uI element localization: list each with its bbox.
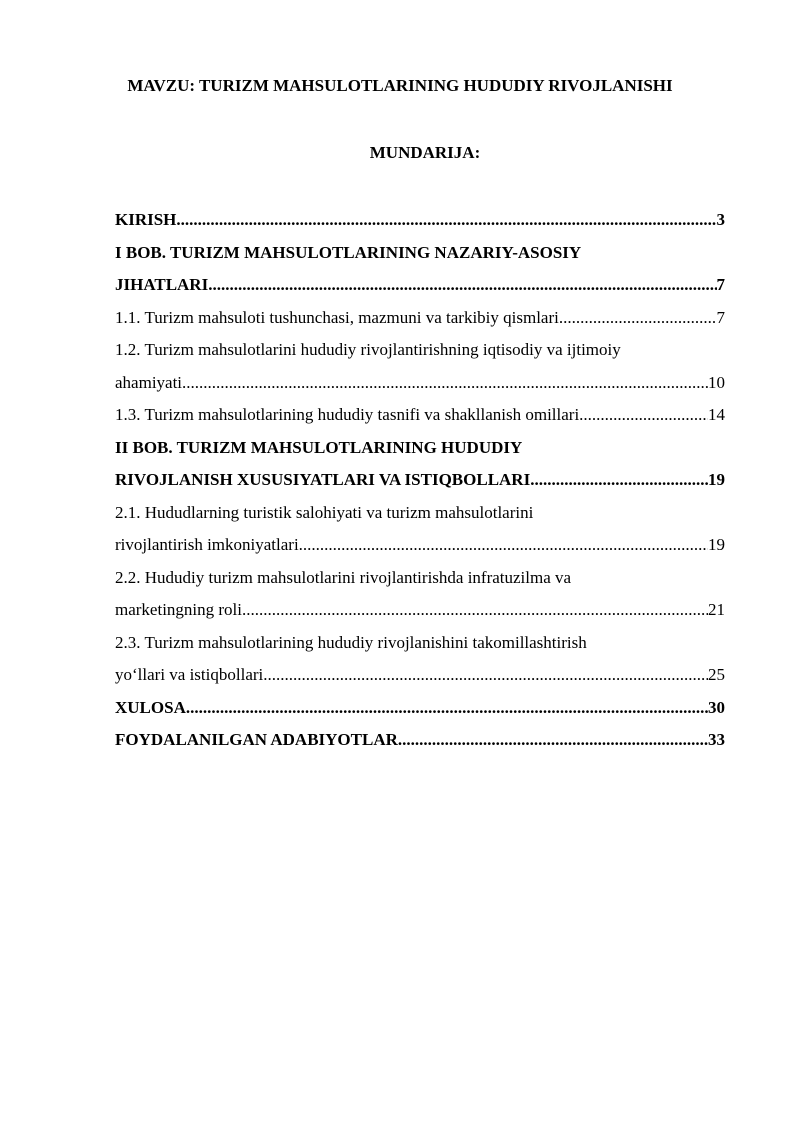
toc-entry-kirish[interactable]	[115, 204, 725, 237]
toc-entry-title: 2.1. Hududlarning turistik salohiyati va turizm mahsulotlarini	[115, 502, 534, 522]
dot-leader	[208, 269, 716, 302]
dot-leader	[242, 594, 708, 627]
toc-entry-section-2-1[interactable]	[115, 497, 725, 562]
toc-page-number: 19	[708, 535, 725, 554]
toc-line	[115, 302, 725, 335]
toc-entry-section-1-1[interactable]	[115, 302, 725, 335]
toc-entry-section-1-2[interactable]	[115, 334, 725, 399]
toc-entry-title: 1.1. Turizm mahsuloti tushunchasi, mazmuni va tarkibiy qismlari	[115, 307, 559, 327]
toc-entry-xulosa[interactable]	[115, 692, 725, 725]
document-topic: MAVZU: TURIZM MAHSULOTLARINING HUDUDIY RIVOJLANISHI	[127, 76, 673, 95]
toc-line	[115, 204, 725, 237]
toc-page-number: 33	[708, 730, 725, 749]
dot-leader	[186, 692, 708, 725]
dot-leader	[182, 367, 708, 400]
toc-entry-title: 2.2. Hududiy turizm mahsulotlarini rivojlantirishda infratuzilma va	[115, 567, 572, 587]
toc-entry-title: I BOB. TURIZM MAHSULOTLARINING NAZARIY-ASOSIY	[115, 242, 582, 262]
toc-entry-title: 2.3. Turizm mahsulotlarining hududiy rivojlanishini takomillashtirish	[115, 632, 587, 652]
dot-leader	[263, 659, 708, 692]
toc-page-number: 14	[708, 405, 725, 424]
toc-entry-references[interactable]	[115, 724, 725, 757]
toc-line	[115, 724, 725, 757]
toc-entry-title: 1.2. Turizm mahsulotlarini hududiy rivojlantirishning iqtisodiy va ijtimoiy	[115, 340, 621, 359]
toc-page-number: 21	[708, 600, 725, 619]
toc-page-number: 19	[708, 470, 725, 489]
toc-entry-section-2-3[interactable]	[115, 627, 725, 692]
dot-leader	[299, 529, 708, 562]
toc-entry-title-cont: yo‘llari va istiqbollari	[115, 665, 264, 684]
toc-page-number: 10	[708, 372, 725, 392]
toc-entry-title-cont: RIVOJLANISH XUSUSIYATLARI VA ISTIQBOLLARI	[115, 470, 531, 489]
toc-line	[115, 334, 725, 367]
toc-line	[115, 399, 725, 432]
dot-leader	[398, 724, 708, 757]
toc-line	[115, 659, 725, 692]
toc-page-number: 3	[716, 210, 725, 229]
toc-entry-title: II BOB. TURIZM MAHSULOTLARINING HUDUDIY	[115, 437, 523, 457]
toc-line	[115, 237, 725, 270]
dot-leader	[559, 302, 717, 335]
contents-title: MUNDARIJA:	[369, 143, 481, 162]
toc-page-number: 30	[708, 697, 725, 717]
toc-line	[115, 562, 725, 595]
toc-line	[115, 692, 725, 725]
toc-page-number: 25	[708, 665, 725, 684]
dot-leader	[530, 464, 708, 497]
toc-entry-title-cont: JIHATLARI	[115, 275, 209, 294]
toc-line	[115, 269, 725, 302]
toc-entry-title: FOYDALANILGAN ADABIYOTLAR	[115, 730, 398, 749]
toc-line	[115, 594, 725, 627]
toc-line	[115, 627, 725, 660]
toc-line	[115, 367, 725, 400]
toc-line	[115, 497, 725, 530]
toc-line	[115, 464, 725, 497]
dot-leader	[579, 399, 708, 432]
toc-entry-title: KIRISH	[115, 210, 177, 229]
toc-entry-chapter-2[interactable]	[115, 432, 725, 497]
toc-entry-title-cont: ahamiyati	[115, 372, 183, 392]
toc-entry-title: XULOSA	[115, 697, 186, 717]
toc-entry-title-cont: marketingning roli	[115, 600, 243, 619]
dot-leader	[176, 204, 716, 237]
toc-line	[115, 529, 725, 562]
toc-line	[115, 432, 725, 465]
toc-entry-section-2-2[interactable]	[115, 562, 725, 627]
toc-entry-chapter-1[interactable]	[115, 237, 725, 302]
toc-entry-title-cont: rivojlantirish imkoniyatlari	[115, 535, 299, 554]
toc-entry-title: 1.3. Turizm mahsulotlarining hududiy tasnifi va shakllanish omillari	[115, 405, 580, 424]
toc-page-number: 7	[716, 307, 725, 327]
toc-entry-section-1-3[interactable]	[115, 399, 725, 432]
table-of-contents	[115, 204, 725, 757]
toc-page-number: 7	[716, 275, 725, 294]
